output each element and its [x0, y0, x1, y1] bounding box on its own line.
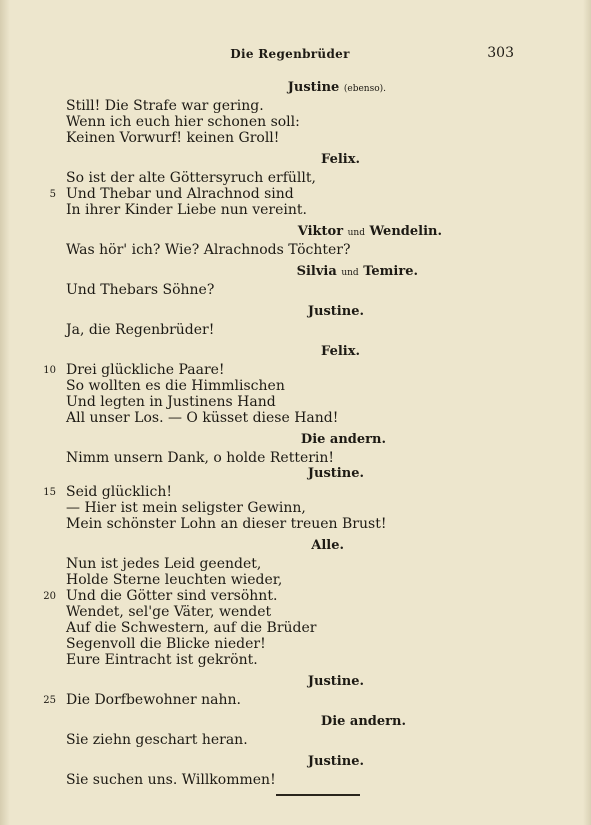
- verse-line: [66, 114, 514, 130]
- speaker-conjunction: und: [341, 268, 359, 278]
- verse-line: [66, 772, 514, 788]
- verse-line: [43, 692, 514, 708]
- verse-line-text: Und legten in Justinens Hand: [66, 394, 276, 410]
- end-rule: [276, 794, 360, 796]
- verse-line-text: Segenvoll die Blicke nieder!: [66, 636, 266, 652]
- verse-line-text: Eure Eintracht ist gekrönt.: [66, 652, 258, 668]
- verse-line: [66, 202, 514, 218]
- speaker-heading: [66, 754, 514, 772]
- speaker-heading: [66, 674, 514, 692]
- verse-line: [43, 484, 514, 500]
- speaker-name: Viktor: [297, 224, 344, 239]
- speaker-heading: [66, 152, 514, 170]
- speaker-name: Die andern.: [300, 432, 386, 447]
- line-number: 20: [43, 591, 56, 602]
- verse-line: [66, 98, 514, 114]
- verse-line-text: So ist der alte Göttersyruch erfüllt,: [66, 170, 316, 186]
- speaker-name: Justine.: [307, 466, 364, 481]
- verse-line: [66, 378, 514, 394]
- speaker-heading: [66, 264, 514, 282]
- verse-line-text: Holde Sterne leuchten wieder,: [66, 572, 283, 588]
- verse-line-text: Nun ist jedes Leid geendet,: [66, 556, 262, 572]
- verse-line: [66, 450, 514, 466]
- verse-line-text: Sie suchen uns. Willkommen!: [66, 772, 276, 788]
- page-header: [66, 47, 514, 67]
- verse-line: [66, 604, 514, 620]
- speaker-name: Felix.: [321, 152, 360, 167]
- speaker-heading: [66, 224, 514, 242]
- page-number: 303: [487, 45, 514, 61]
- verse-line: [66, 282, 514, 298]
- line-number: 25: [43, 695, 56, 706]
- speaker-name-second: Wendelin.: [369, 224, 442, 239]
- verse-line-text: Drei glückliche Paare!: [66, 362, 225, 378]
- speaker-heading: [66, 432, 514, 450]
- verse-line: [66, 170, 514, 186]
- verse-line-text: — Hier ist mein seligster Gewinn,: [66, 500, 306, 516]
- speaker-heading: [66, 344, 514, 362]
- verse-line-text: Still! Die Strafe war gering.: [66, 98, 264, 114]
- verse-line: [66, 410, 514, 426]
- verse-line: [66, 636, 514, 652]
- verse-line-text: Seid glücklich!: [66, 484, 172, 500]
- speaker-heading: [66, 304, 514, 322]
- verse-line-text: Und die Götter sind versöhnt.: [66, 588, 278, 604]
- verse-line: [49, 186, 514, 202]
- verse-line-text: Wenn ich euch hier schonen soll:: [66, 114, 300, 130]
- verse-line: [66, 620, 514, 636]
- line-number: 5: [49, 189, 56, 200]
- verse-line: [66, 500, 514, 516]
- verse-line-text: In ihrer Kinder Liebe nun vereint.: [66, 202, 307, 218]
- speaker-name-second: Temire.: [363, 264, 418, 279]
- verse-line-text: Die Dorfbewohner nahn.: [66, 692, 241, 708]
- page-edge-shadow-right: [583, 0, 591, 825]
- line-number: 15: [43, 487, 56, 498]
- verse-text: [43, 80, 514, 796]
- verse-line-text: Keinen Vorwurf! keinen Groll!: [66, 130, 280, 146]
- verse-line: [66, 130, 514, 146]
- verse-line-text: So wollten es die Himmlischen: [66, 378, 285, 394]
- speaker-name: Silvia: [296, 264, 337, 279]
- verse-line: [66, 516, 514, 532]
- speaker-heading: [66, 466, 514, 484]
- running-title: Die Regenbrüder: [230, 47, 350, 61]
- verse-line: [66, 394, 514, 410]
- speaker-name: Justine.: [307, 674, 364, 689]
- verse-line: [66, 572, 514, 588]
- verse-line: [66, 732, 514, 748]
- verse-line: [66, 322, 514, 338]
- stage-direction: (ebenso).: [343, 84, 386, 94]
- speaker-heading: [66, 714, 514, 732]
- speaker-name: Die andern.: [320, 714, 406, 729]
- verse-line: [43, 362, 514, 378]
- verse-line-text: Wendet, sel'ge Väter, wendet: [66, 604, 272, 620]
- line-number: 10: [43, 365, 56, 376]
- verse-line: [66, 556, 514, 572]
- verse-line: [43, 588, 514, 604]
- verse-line-text: Und Thebar und Alrachnod sind: [66, 186, 294, 202]
- verse-line-text: Nimm unsern Dank, o holde Retterin!: [66, 450, 335, 466]
- speaker-name: Justine: [287, 80, 340, 95]
- speaker-name: Felix.: [321, 344, 360, 359]
- speaker-heading: [66, 80, 514, 98]
- verse-line-text: Was hör' ich? Wie? Alrachnods Töchter?: [66, 242, 351, 258]
- speaker-name: Justine.: [307, 754, 364, 769]
- verse-line: [66, 652, 514, 668]
- page-edge-shadow-left: [0, 0, 10, 825]
- verse-line-text: Auf die Schwestern, auf die Brüder: [66, 620, 317, 636]
- speaker-name: Justine.: [307, 304, 364, 319]
- verse-line-text: Sie ziehn geschart heran.: [66, 732, 248, 748]
- verse-line-text: All unser Los. — O küsset diese Hand!: [66, 410, 339, 426]
- verse-line-text: Ja, die Regenbrüder!: [66, 322, 215, 338]
- speaker-conjunction: und: [347, 228, 365, 238]
- verse-line-text: Mein schönster Lohn an dieser treuen Brust!: [66, 516, 387, 532]
- verse-line-text: Und Thebars Söhne?: [66, 282, 215, 298]
- verse-line: [66, 242, 514, 258]
- speaker-heading: [66, 538, 514, 556]
- speaker-name: Alle.: [311, 538, 344, 553]
